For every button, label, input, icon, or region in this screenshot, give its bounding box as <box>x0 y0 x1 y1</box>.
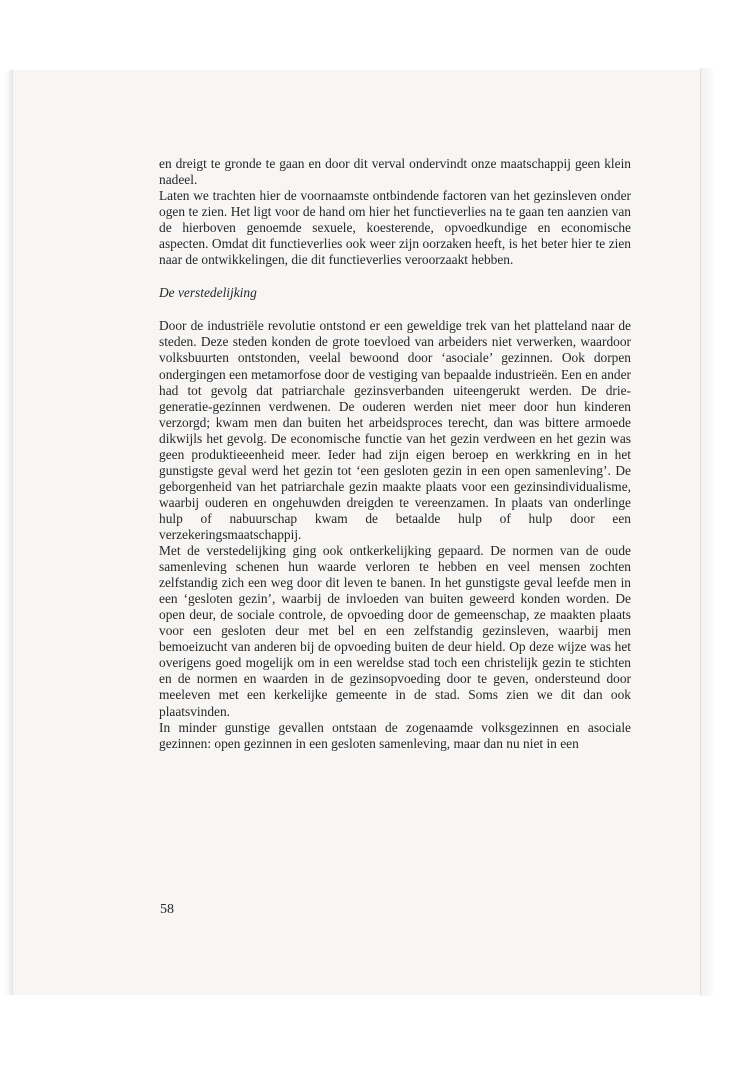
paragraph-3: Door de industriële revolutie ontstond er een geweldige trek van het platteland naar de steden. Deze steden konden de grote toevloed van arbeiders niet verwerken, waardoor volksbuurten ontstonden, veelal bewoond door ‘asociale’ gezinnen. Ook dorpen ondergingen een metamorfose door de vestiging van bepaalde industrieën. Een en ander had tot gevolg dat patriarchale gezinsverbanden uiteengerukt werden. De drie-generatie-gezinnen verdwenen. De ouderen werden niet meer door hun kinderen verzorgd; kwam men dan buiten het arbeidsproces terecht, dan was bittere armoede dikwijls het gevolg. De economische functie van het gezin verdween en het gezin was geen produktieeenheid meer. Ieder had zijn eigen beroep en werkkring en in het gunstigste geval werd het gezin tot ‘een gesloten gezin in een open samenleving’. De geborgenheid van het patriarchale gezin maakte plaats voor een gezinsindividualisme, waarbij ouderen en ongehuwden dreigden te vereenzamen. In plaats van onderlinge hulp of nabuurschap kwam de betaalde hulp of hulp door een verzekeringsmaatschappij. <box>159 318 631 542</box>
section-heading: De verstedelijking <box>159 285 257 301</box>
paragraph-4: Met de verstedelijking ging ook ontkerkelijking gepaard. De normen van de oude samenleving schenen hun waarde verloren te hebben en veel mensen zochten zelfstandig zich een weg door dit leven te banen. In het gunstigste geval leefde men in een ‘gesloten gezin’, waarbij de invloeden van buiten geweerd konden worden. De open deur, de sociale controle, de opvoeding door de gemeenschap, ze maakten plaats voor een gesloten deur met bel en een zelfstandig gezinsleven, waarbij men bemoeizucht van anderen bij de opvoeding buiten de deur hield. Op deze wijze was het overigens goed mogelijk om in een wereldse stad toch een christelijk gezin te stichten en de normen en waarden in de gezinsopvoeding door te geven, ondersteund door meeleven met een kerkelijke gemeente in de stad. Soms zien we dit dan ook plaatsvinden. <box>159 543 631 719</box>
paragraph-1: en dreigt te gronde te gaan en door dit verval ondervindt onze maatschappij geen klein nadeel. <box>159 156 631 188</box>
page-number: 58 <box>160 902 174 917</box>
paragraph-5: In minder gunstige gevallen ontstaan de zogenaamde volksgezinnen en asociale gezinnen: open gezinnen in een gesloten samenleving, maar dan nu niet in een <box>159 719 631 751</box>
paragraph-2: Laten we trachten hier de voornaamste ontbindende factoren van het gezinsleven onder ogen te zien. Het ligt voor de hand om hier het functieverlies na te gaan ten aanzien van de hierboven genoemde sexuele, koesterende, opvoedkundige en economische aspecten. Omdat dit functieverlies ook weer zijn oorzaken heeft, is het beter hier te zien naar de ontwikkelingen, die dit functieverlies veroorzaakt hebben. <box>159 188 631 268</box>
page-stack-edge-right <box>700 68 713 996</box>
body-text <box>159 156 631 752</box>
